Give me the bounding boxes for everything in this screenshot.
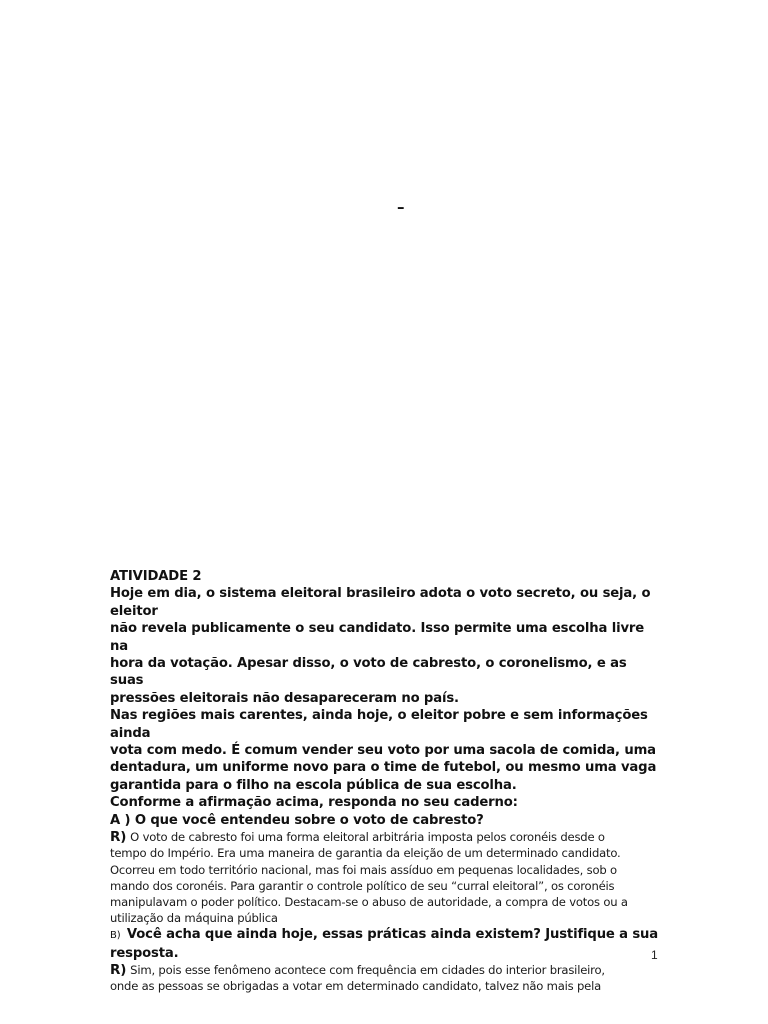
intro-line: vota com medo. É comum vender seu voto por uma sacola de comida, uma bbox=[110, 743, 656, 759]
question-a: A ) O que você entendeu sobre o voto de cabresto? bbox=[110, 812, 484, 828]
page-number: 1 bbox=[651, 948, 658, 962]
answer-line: utilização da máquina pública bbox=[110, 911, 278, 926]
instruction-line: Conforme a afirmação acima, responda no seu caderno: bbox=[110, 795, 518, 811]
answer-b bbox=[110, 962, 662, 994]
answer-line: mando dos coronéis. Para garantir o controle político de seu “curral eleitoral”, os coronéis bbox=[110, 878, 615, 893]
intro-line: hora da votação. Apesar disso, o voto de cabresto, o coronelismo, e as suas bbox=[110, 656, 627, 689]
question-b-line: resposta. bbox=[110, 945, 179, 961]
answer-line: tempo do Império. Era uma maneira de garantia da eleição de um determinado candidato. bbox=[110, 846, 621, 861]
answer-line bbox=[110, 829, 662, 845]
intro-line: pressões eleitorais não desapareceram no país. bbox=[110, 690, 459, 706]
answer-a-text: O voto de cabresto foi uma forma eleitoral arbitrária imposta pelos coronéis desde o bbox=[130, 830, 605, 845]
intro-line: não revela publicamente o seu candidato. Isso permite uma escolha livre na bbox=[110, 621, 645, 654]
intro-line: Nas regiões mais carentes, ainda hoje, o eleitor pobre e sem informações ainda bbox=[110, 708, 648, 741]
question-b-line bbox=[110, 926, 662, 944]
answer-line: onde as pessoas se obrigadas a votar em determinado candidato, talvez não mais pela bbox=[110, 979, 602, 994]
document-content bbox=[110, 568, 662, 995]
answer-b-text: Sim, pois esse fenômeno acontece com frequência em cidades do interior brasileiro, bbox=[130, 963, 605, 978]
answer-a-label: R) bbox=[110, 829, 127, 846]
answer-line bbox=[110, 962, 662, 978]
dash-mark: – bbox=[397, 198, 405, 216]
activity-heading: ATIVIDADE 2 bbox=[110, 569, 202, 584]
intro-line: dentadura, um uniforme novo para o time de futebol, ou mesmo uma vaga bbox=[110, 760, 657, 776]
question-b bbox=[110, 926, 662, 962]
question-b-text: Você acha que ainda hoje, essas práticas ainda existem? Justifique a sua bbox=[126, 927, 659, 943]
question-b-prefix: B) bbox=[110, 930, 121, 942]
answer-a bbox=[110, 829, 662, 926]
answer-line: manipulavam o poder político. Destacam-se o abuso de autoridade, a compra de votos ou a bbox=[110, 894, 628, 909]
intro-line: Hoje em dia, o sistema eleitoral brasileiro adota o voto secreto, ou seja, o eleitor bbox=[110, 586, 651, 619]
intro-paragraph bbox=[110, 585, 662, 811]
answer-b-label: R) bbox=[110, 962, 127, 979]
intro-line: garantida para o filho na escola pública de sua escolha. bbox=[110, 777, 517, 793]
answer-line: Ocorreu em todo território nacional, mas foi mais assíduo em pequenas localidades, sob o bbox=[110, 862, 617, 877]
